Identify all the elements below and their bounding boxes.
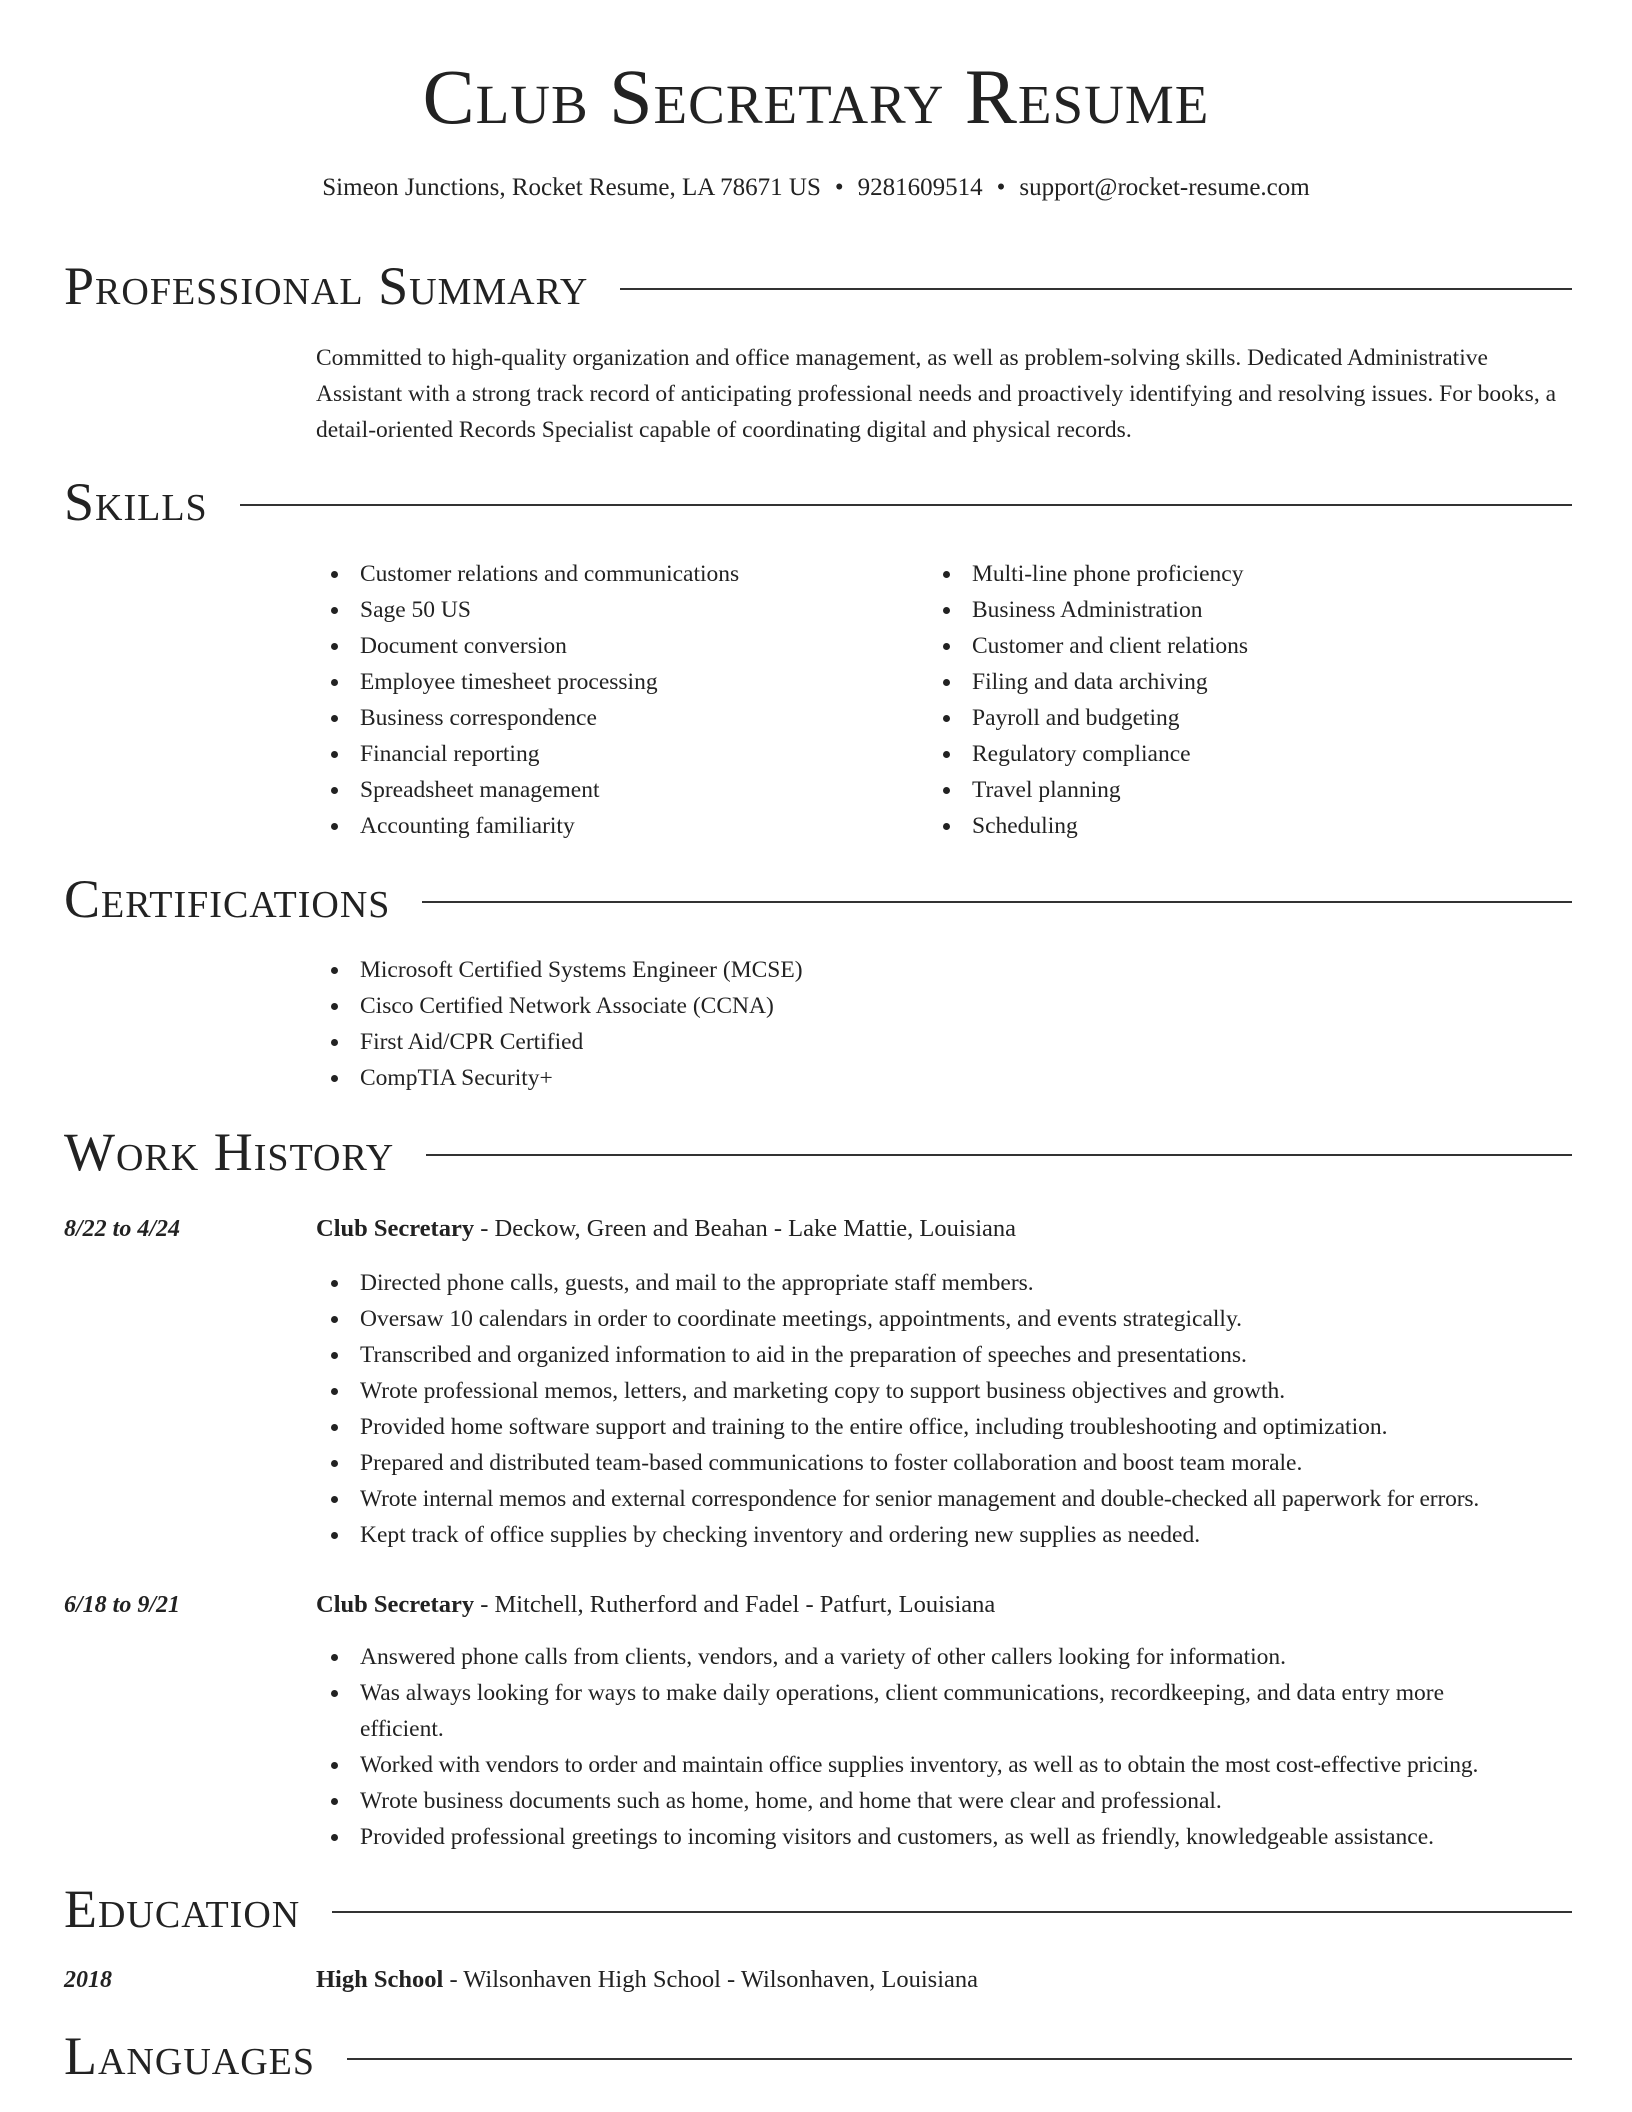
skills-list-right	[928, 556, 1528, 844]
skill-item: Filing and data archiving	[928, 664, 1528, 700]
skill-item: Spreadsheet management	[316, 772, 916, 808]
contact-email: support@rocket-resume.com	[1019, 174, 1310, 201]
job-bullet: Worked with vendors to order and maintain office supplies inventory, as well as to obtain the most cost-effective pricing.	[316, 1747, 1578, 1783]
education-section-heading	[64, 1881, 1572, 1937]
summary-text: Committed to high-quality organization and office management, as well as problem-solving skills. Dedicated Administrative Assistant with a strong track record of anticipating professional needs and proactively identifying and resolving issues. For books, a detail-oriented Records Specialist capable of coordinating digital and physical records.	[316, 345, 1557, 443]
job-bullet: Directed phone calls, guests, and mail to the appropriate staff members.	[316, 1265, 1578, 1301]
job-bullet: Transcribed and organized information to aid in the preparation of speeches and presentations.	[316, 1337, 1578, 1373]
education-degree: High School	[316, 1966, 444, 1993]
section-divider	[332, 1911, 1572, 1913]
job-bullet: Provided professional greetings to incoming visitors and customers, as well as friendly, knowledgeable assistance.	[316, 1819, 1578, 1855]
skills-heading: Skills	[64, 472, 208, 532]
document-title: Club Secretary Resume	[422, 53, 1210, 140]
job-bullets	[316, 1639, 1578, 1855]
job-heading	[316, 1211, 1016, 1247]
summary-section-heading	[64, 258, 1572, 314]
skill-item: Accounting familiarity	[316, 808, 916, 844]
job-title: Club Secretary	[316, 1591, 475, 1618]
job-bullet: Oversaw 10 calendars in order to coordinate meetings, appointments, and events strategically.	[316, 1301, 1578, 1337]
certifications-heading: Certifications	[64, 869, 391, 929]
certifications-list	[316, 952, 1574, 1096]
section-divider	[347, 2058, 1572, 2060]
languages-section-heading	[64, 2028, 1572, 2084]
education-heading: Education	[64, 1879, 301, 1939]
job-bullet: Wrote internal memos and external correspondence for senior management and double-checked all paperwork for errors.	[316, 1481, 1578, 1517]
job-employer: - Deckow, Green and Beahan - Lake Mattie, Louisiana	[474, 1215, 1017, 1242]
job-bullet: Answered phone calls from clients, vendors, and a variety of other callers looking for information.	[316, 1639, 1578, 1675]
contact-line	[0, 175, 1632, 200]
certification-item: CompTIA Security+	[316, 1060, 1574, 1096]
skill-item: Travel planning	[928, 772, 1528, 808]
contact-phone: 9281609514	[857, 174, 983, 201]
section-divider	[620, 288, 1572, 290]
certification-item: Microsoft Certified Systems Engineer (MCSE)	[316, 952, 1574, 988]
skills-list-left	[316, 556, 916, 844]
job-bullet: Prepared and distributed team-based communications to foster collaboration and boost team morale.	[316, 1445, 1578, 1481]
certifications-section-heading	[64, 871, 1572, 927]
certification-item: First Aid/CPR Certified	[316, 1024, 1574, 1060]
job-dates: 8/22 to 4/24	[64, 1216, 181, 1242]
certification-item: Cisco Certified Network Associate (CCNA)	[316, 988, 1574, 1024]
job-bullet: Kept track of office supplies by checking inventory and ordering new supplies as needed.	[316, 1517, 1578, 1553]
job-employer: - Mitchell, Rutherford and Fadel - Patfurt, Louisiana	[474, 1591, 996, 1618]
summary-heading: Professional Summary	[64, 256, 589, 316]
section-divider	[426, 1154, 1572, 1156]
education-entry	[316, 1962, 978, 1998]
skill-item: Multi-line phone proficiency	[928, 556, 1528, 592]
education-school: - Wilsonhaven High School - Wilsonhaven, Louisiana	[443, 1966, 978, 1993]
work-heading: Work History	[64, 1122, 395, 1182]
education-year: 2018	[64, 1967, 112, 1993]
job-bullet: Wrote business documents such as home, home, and home that were clear and professional.	[316, 1783, 1578, 1819]
skill-item: Business correspondence	[316, 700, 916, 736]
job-heading	[316, 1587, 995, 1623]
skill-item: Payroll and budgeting	[928, 700, 1528, 736]
contact-separator: •	[996, 174, 1006, 201]
job-bullet: Wrote professional memos, letters, and marketing copy to support business objectives and growth.	[316, 1373, 1578, 1409]
skill-item: Customer relations and communications	[316, 556, 916, 592]
job-bullet: Provided home software support and training to the entire office, including troubleshooting and optimization.	[316, 1409, 1578, 1445]
contact-address: Simeon Junctions, Rocket Resume, LA 78671 US	[322, 174, 821, 201]
job-bullet: Was always looking for ways to make daily operations, client communications, recordkeeping, and data entry more efficient.	[316, 1675, 1578, 1747]
contact-separator: •	[834, 174, 844, 201]
work-section-heading	[64, 1124, 1572, 1180]
job-dates: 6/18 to 9/21	[64, 1592, 181, 1618]
section-divider	[240, 504, 1572, 506]
section-divider	[422, 901, 1572, 903]
skill-item: Sage 50 US	[316, 592, 916, 628]
skill-item: Financial reporting	[316, 736, 916, 772]
job-title: Club Secretary	[316, 1215, 475, 1242]
skill-item: Regulatory compliance	[928, 736, 1528, 772]
skill-item: Document conversion	[316, 628, 916, 664]
languages-heading: Languages	[64, 2026, 315, 2086]
skill-item: Customer and client relations	[928, 628, 1528, 664]
skill-item: Business Administration	[928, 592, 1528, 628]
skill-item: Employee timesheet processing	[316, 664, 916, 700]
skill-item: Scheduling	[928, 808, 1528, 844]
skills-section-heading	[64, 474, 1572, 530]
job-bullets	[316, 1265, 1578, 1553]
